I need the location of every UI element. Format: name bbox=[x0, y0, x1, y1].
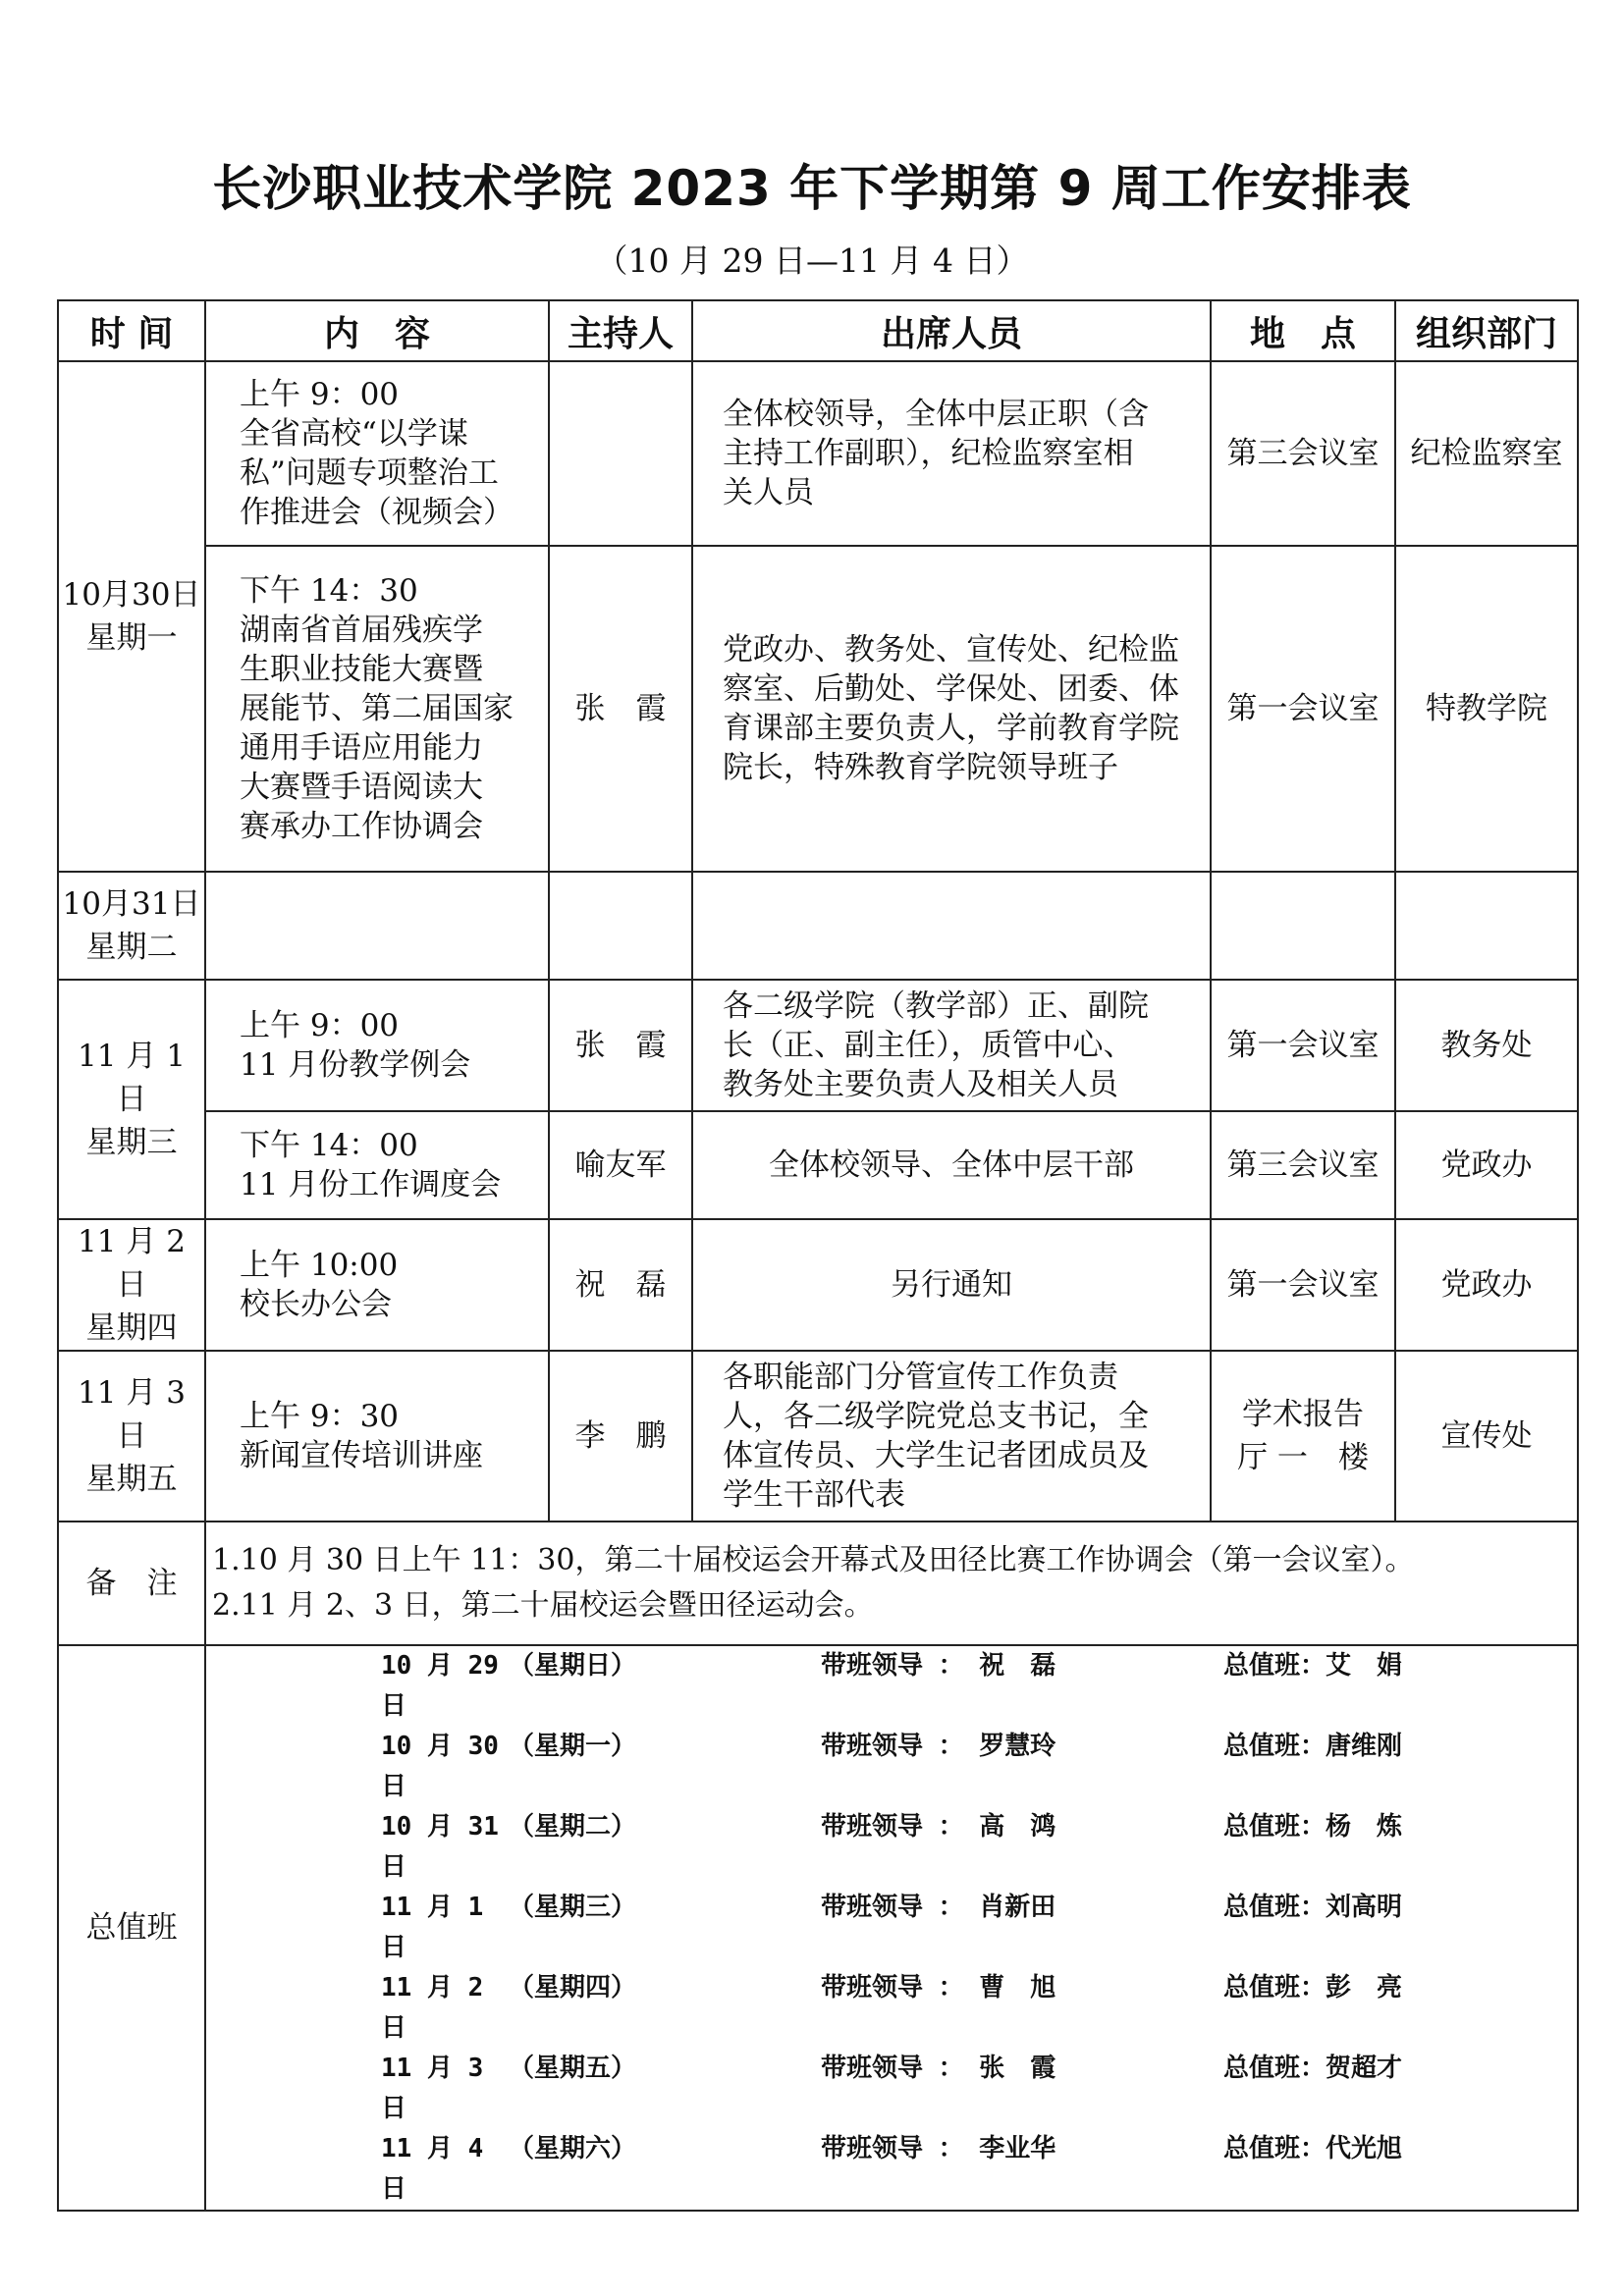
table-row bbox=[58, 546, 1578, 872]
content-cell bbox=[205, 546, 549, 872]
duty-date: 10 月 30 日 bbox=[381, 1732, 499, 1801]
duty-officer: 总值班：彭 亮 bbox=[1223, 1973, 1403, 2002]
dept-cell: 教务处 bbox=[1395, 980, 1578, 1111]
date-text: 10月31日 bbox=[62, 886, 201, 922]
date-text: 11 月 2 日 bbox=[78, 1224, 186, 1303]
header-time: 时 间 bbox=[58, 300, 205, 361]
duty-leader: 带班领导 ： 罗慧玲 bbox=[821, 1732, 1056, 1761]
duty-day: （星期二） bbox=[509, 1812, 637, 1842]
content-line: 校长办公会 bbox=[240, 1287, 392, 1322]
duty-line bbox=[381, 1888, 1577, 1968]
table-row bbox=[58, 872, 1578, 980]
attendees-line: 长（正、副主任），质管中心、 bbox=[723, 1028, 1134, 1063]
duty-leader: 带班领导 ： 曹 旭 bbox=[821, 1973, 1056, 2002]
duty-line bbox=[381, 1968, 1577, 2049]
host-cell: 张 霞 bbox=[549, 546, 692, 872]
duty-day: （星期一） bbox=[509, 1732, 637, 1761]
weekday-text: 星期四 bbox=[85, 1310, 178, 1346]
attendees-line: 体宣传员、大学生记者团成员及 bbox=[723, 1438, 1149, 1473]
content-line: 下午 14：00 bbox=[240, 1128, 418, 1163]
attendees-line: 全体校领导，全体中层正职（含 bbox=[723, 397, 1149, 432]
dept-cell: 党政办 bbox=[1395, 1219, 1578, 1351]
attendees-cell: 另行通知 bbox=[692, 1219, 1211, 1351]
table-row bbox=[58, 1219, 1578, 1351]
duty-officer: 总值班：杨 炼 bbox=[1223, 1812, 1403, 1842]
duty-officer: 总值班：唐维刚 bbox=[1223, 1732, 1403, 1761]
location-cell: 第一会议室 bbox=[1211, 980, 1395, 1111]
content-line: 上午 9：00 bbox=[240, 377, 400, 412]
dept-cell: 党政办 bbox=[1395, 1111, 1578, 1219]
duty-leader: 带班领导 ： 张 霞 bbox=[821, 2054, 1056, 2083]
date-text: 11 月 1 日 bbox=[78, 1039, 186, 1117]
content-line: 上午 9：30 bbox=[240, 1399, 400, 1434]
duty-date: 11 月 1 日 bbox=[381, 1893, 484, 1962]
header-host: 主持人 bbox=[549, 300, 692, 361]
duty-row bbox=[58, 1645, 1578, 2211]
location-cell: 第一会议室 bbox=[1211, 546, 1395, 872]
notes-cell bbox=[205, 1522, 1578, 1645]
content-line: 展能节、第二届国家 bbox=[240, 691, 514, 726]
note-line: 1.10 月 30 日上午 11：30，第二十届校运会开幕式及田径比赛工作协调会（第一会议室）。 bbox=[212, 1543, 1415, 1577]
duty-line bbox=[381, 2129, 1577, 2210]
duty-line bbox=[381, 1727, 1577, 1807]
content-cell bbox=[205, 1111, 549, 1219]
duty-leader: 带班领导 ： 肖新田 bbox=[821, 1893, 1056, 1922]
header-row bbox=[58, 300, 1578, 361]
duty-day: （星期四） bbox=[509, 1973, 637, 2002]
content-line: 下午 14：30 bbox=[240, 573, 418, 609]
weekday-text: 星期五 bbox=[85, 1462, 178, 1497]
table-row bbox=[58, 1351, 1578, 1522]
duty-day: （星期五） bbox=[509, 2054, 637, 2083]
duty-leader: 带班领导 ： 高 鸿 bbox=[821, 1812, 1056, 1842]
duty-officer: 总值班：刘高明 bbox=[1223, 1893, 1403, 1922]
attendees-cell bbox=[692, 1351, 1211, 1522]
duty-officer: 总值班：艾 娟 bbox=[1223, 1651, 1403, 1681]
attendees-line: 育课部主要负责人，学前教育学院 bbox=[723, 711, 1179, 746]
content-line: 生职业技能大赛暨 bbox=[240, 652, 483, 687]
duty-date: 11 月 2 日 bbox=[381, 1973, 484, 2043]
content-line: 大赛暨手语阅读大 bbox=[240, 770, 483, 805]
attendees-line: 教务处主要负责人及相关人员 bbox=[723, 1067, 1118, 1102]
dept-cell: 宣传处 bbox=[1395, 1351, 1578, 1522]
duty-date: 10 月 31 日 bbox=[381, 1812, 499, 1882]
header-dept: 组织部门 bbox=[1395, 300, 1578, 361]
attendees-cell: 全体校领导、全体中层干部 bbox=[692, 1111, 1211, 1219]
duty-day: （星期日） bbox=[509, 1651, 637, 1681]
dept-cell: 特教学院 bbox=[1395, 546, 1578, 872]
duty-line bbox=[381, 2049, 1577, 2129]
date-text: 11 月 3 日 bbox=[78, 1375, 186, 1454]
content-line: 上午 10:00 bbox=[240, 1248, 399, 1283]
attendees-line: 学生干部代表 bbox=[723, 1477, 905, 1513]
location-cell bbox=[1211, 872, 1395, 980]
schedule-table bbox=[57, 299, 1579, 2212]
content-cell bbox=[205, 361, 549, 546]
content-line: 11 月份工作调度会 bbox=[240, 1167, 502, 1202]
location-cell: 第一会议室 bbox=[1211, 1219, 1395, 1351]
table-row bbox=[58, 361, 1578, 546]
location-cell: 第三会议室 bbox=[1211, 361, 1395, 546]
content-line: 作推进会（视频会） bbox=[240, 495, 514, 530]
notes-row bbox=[58, 1522, 1578, 1645]
duty-officer: 总值班：贺超才 bbox=[1223, 2054, 1403, 2083]
duty-officer: 总值班：代光旭 bbox=[1223, 2134, 1403, 2163]
attendees-cell bbox=[692, 980, 1211, 1111]
header-location: 地 点 bbox=[1211, 300, 1395, 361]
location-cell: 第三会议室 bbox=[1211, 1111, 1395, 1219]
duty-line bbox=[381, 1646, 1577, 1727]
content-cell bbox=[205, 1351, 549, 1522]
weekday-text: 星期二 bbox=[85, 930, 178, 965]
time-cell bbox=[58, 361, 205, 872]
table-row bbox=[58, 980, 1578, 1111]
content-line: 上午 9：00 bbox=[240, 1008, 400, 1043]
content-cell bbox=[205, 980, 549, 1111]
dept-cell bbox=[1395, 872, 1578, 980]
attendees-line: 察室、后勤处、学保处、团委、体 bbox=[723, 671, 1179, 707]
duty-leader: 带班领导 ： 祝 磊 bbox=[821, 1651, 1056, 1681]
host-cell: 张 霞 bbox=[549, 980, 692, 1111]
duty-date: 11 月 3 日 bbox=[381, 2054, 484, 2123]
table-row bbox=[58, 1111, 1578, 1219]
time-cell bbox=[58, 872, 205, 980]
date-text: 10月30日 bbox=[62, 577, 201, 613]
attendees-line: 各职能部门分管宣传工作负责 bbox=[723, 1360, 1118, 1395]
host-cell: 李 鹏 bbox=[549, 1351, 692, 1522]
duty-leader: 带班领导 ： 李业华 bbox=[821, 2134, 1056, 2163]
header-content: 内 容 bbox=[205, 300, 549, 361]
duty-line bbox=[381, 1807, 1577, 1888]
duty-date: 10 月 29 日 bbox=[381, 1651, 499, 1721]
host-cell bbox=[549, 872, 692, 980]
location-cell: 学术报告厅 一 楼 bbox=[1211, 1351, 1395, 1522]
attendees-line: 各二级学院（教学部）正、副院 bbox=[723, 988, 1149, 1024]
header-attendees: 出席人员 bbox=[692, 300, 1211, 361]
content-line: 全省高校“以学谋 bbox=[240, 416, 468, 452]
notes-label: 备 注 bbox=[58, 1522, 205, 1645]
content-cell bbox=[205, 872, 549, 980]
content-line: 赛承办工作协调会 bbox=[240, 809, 483, 844]
attendees-line: 院长，特殊教育学院领导班子 bbox=[723, 750, 1118, 785]
attendees-line: 人，各二级学院党总支书记，全 bbox=[723, 1399, 1149, 1434]
weekday-text: 星期三 bbox=[85, 1125, 178, 1160]
content-line: 新闻宣传培训讲座 bbox=[240, 1438, 483, 1473]
duty-day: （星期六） bbox=[509, 2134, 637, 2163]
content-line: 11 月份教学例会 bbox=[240, 1047, 471, 1083]
content-line: 湖南省首届残疾学 bbox=[240, 613, 483, 648]
dept-cell: 纪检监察室 bbox=[1395, 361, 1578, 546]
duty-label: 总值班 bbox=[58, 1645, 205, 2211]
duty-date: 11 月 4 日 bbox=[381, 2134, 484, 2204]
host-cell bbox=[549, 361, 692, 546]
page-title: 长沙职业技术学院 2023 年下学期第 9 周工作安排表 bbox=[212, 160, 1412, 217]
page-subtitle: （10 月 29 日—11 月 4 日） bbox=[595, 241, 1029, 280]
host-cell: 祝 磊 bbox=[549, 1219, 692, 1351]
duty-cell bbox=[205, 1645, 1578, 2211]
attendees-line: 关人员 bbox=[723, 475, 814, 510]
time-cell bbox=[58, 980, 205, 1219]
attendees-line: 党政办、教务处、宣传处、纪检监 bbox=[723, 632, 1179, 667]
content-line: 通用手语应用能力 bbox=[240, 730, 483, 766]
host-cell: 喻友军 bbox=[549, 1111, 692, 1219]
content-cell bbox=[205, 1219, 549, 1351]
note-line: 2.11 月 2、3 日，第二十届校运会暨田径运动会。 bbox=[212, 1588, 874, 1623]
time-cell bbox=[58, 1351, 205, 1522]
attendees-line: 主持工作副职），纪检监察室相 bbox=[723, 436, 1134, 471]
duty-day: （星期三） bbox=[509, 1893, 637, 1922]
attendees-cell bbox=[692, 872, 1211, 980]
attendees-cell bbox=[692, 546, 1211, 872]
content-line: 私”问题专项整治工 bbox=[240, 455, 499, 491]
weekday-text: 星期一 bbox=[85, 620, 178, 656]
attendees-cell bbox=[692, 361, 1211, 546]
time-cell bbox=[58, 1219, 205, 1351]
